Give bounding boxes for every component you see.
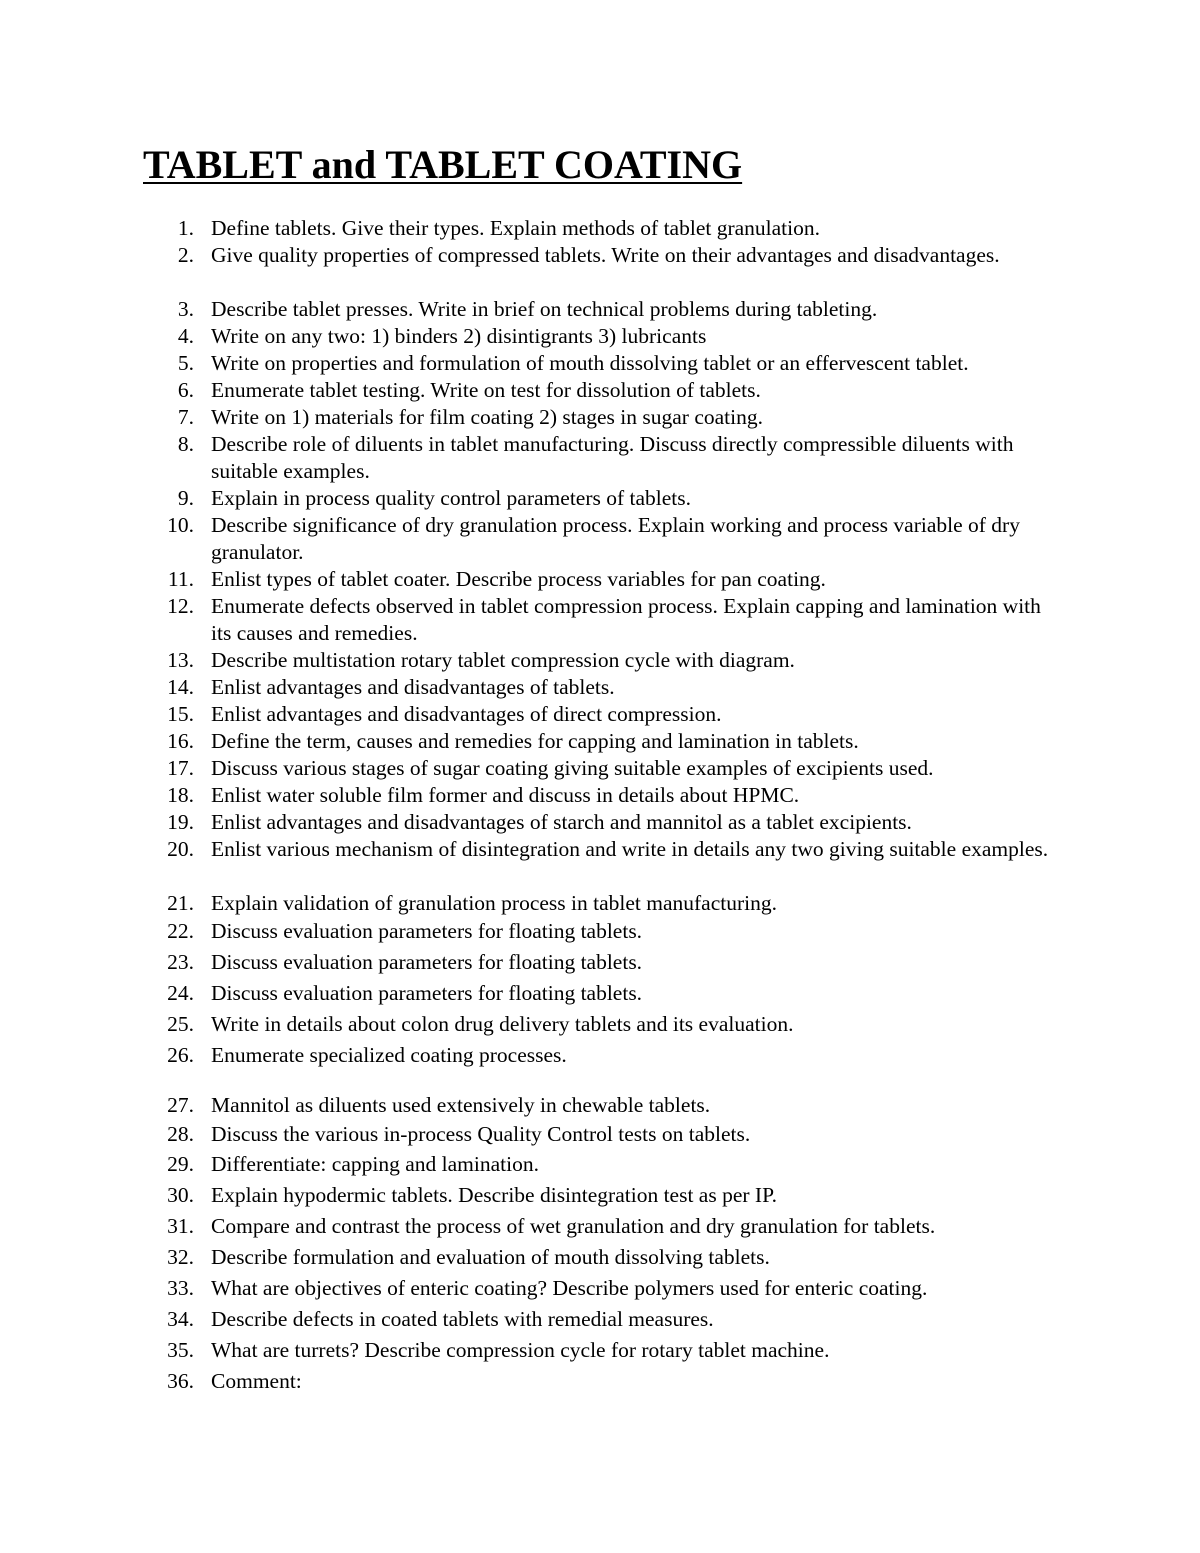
question-number: 30. <box>167 1183 194 1207</box>
question-text: Write on any two: 1) binders 2) disintigrants 3) lubricants <box>211 324 707 348</box>
list-item <box>140 1275 1060 1302</box>
list-item <box>140 566 1060 593</box>
question-number: 17. <box>167 756 194 780</box>
question-text: Describe role of diluents in tablet manufacturing. Discuss directly compressible diluents with suitable examples. <box>211 432 1014 483</box>
question-text: Enumerate specialized coating processes. <box>211 1043 567 1067</box>
list-item <box>140 296 1060 323</box>
list-item <box>140 918 1060 945</box>
question-number: 9. <box>177 486 194 510</box>
list-item <box>140 242 1060 269</box>
question-text: Describe formulation and evaluation of mouth dissolving tablets. <box>211 1245 770 1269</box>
question-text: Discuss evaluation parameters for floating tablets. <box>211 981 643 1005</box>
list-item <box>140 1368 1060 1395</box>
question-number: 10. <box>167 513 194 537</box>
list-item <box>140 431 1060 485</box>
question-text: Enlist advantages and disadvantages of tablets. <box>211 675 615 699</box>
question-text: Describe significance of dry granulation process. Explain working and process variable of dry granulator. <box>211 513 1020 564</box>
question-number: 7. <box>177 405 194 429</box>
question-text: Write on properties and formulation of mouth dissolving tablet or an effervescent tablet. <box>211 351 969 375</box>
question-text: Describe defects in coated tablets with remedial measures. <box>211 1307 714 1331</box>
question-text: Discuss evaluation parameters for floating tablets. <box>211 950 643 974</box>
question-text: Compare and contrast the process of wet granulation and dry granulation for tablets. <box>211 1214 936 1238</box>
question-text: Discuss evaluation parameters for floating tablets. <box>211 919 643 943</box>
list-item <box>140 404 1060 431</box>
document-title: TABLET and TABLET COATING <box>143 142 743 187</box>
question-text: Write on 1) materials for film coating 2) stages in sugar coating. <box>211 405 763 429</box>
question-text: What are objectives of enteric coating? Describe polymers used for enteric coating. <box>211 1276 928 1300</box>
list-item <box>140 1182 1060 1209</box>
list-item <box>140 980 1060 1007</box>
question-text: Define tablets. Give their types. Explain methods of tablet granulation. <box>211 216 821 240</box>
question-number: 24. <box>167 981 194 1005</box>
question-text: Discuss various stages of sugar coating giving suitable examples of excipients used. <box>211 756 934 780</box>
question-number: 33. <box>167 1276 194 1300</box>
list-item <box>140 890 1060 917</box>
question-number: 11. <box>167 567 194 591</box>
question-text: Comment: <box>211 1369 302 1393</box>
question-number: 35. <box>167 1338 194 1362</box>
question-text: Write in details about colon drug delivery tablets and its evaluation. <box>211 1012 794 1036</box>
question-text: Enlist advantages and disadvantages of starch and mannitol as a tablet excipients. <box>211 810 912 834</box>
list-item <box>140 1244 1060 1271</box>
question-number: 4. <box>177 324 194 348</box>
question-number: 20. <box>167 837 194 861</box>
list-item <box>140 1337 1060 1364</box>
question-number: 25. <box>167 1012 194 1036</box>
list-item <box>140 215 1060 242</box>
list-item <box>140 323 1060 350</box>
question-number: 23. <box>167 950 194 974</box>
question-text: Explain hypodermic tablets. Describe disintegration test as per IP. <box>211 1183 778 1207</box>
list-item <box>140 1011 1060 1038</box>
question-number: 21. <box>167 891 194 915</box>
list-item <box>140 377 1060 404</box>
question-text: Describe multistation rotary tablet compression cycle with diagram. <box>211 648 795 672</box>
question-number: 34. <box>167 1307 194 1331</box>
question-text: Enlist types of tablet coater. Describe process variables for pan coating. <box>211 567 826 591</box>
list-item <box>140 485 1060 512</box>
list-item <box>140 512 1060 566</box>
question-number: 26. <box>167 1043 194 1067</box>
question-text: Give quality properties of compressed tablets. Write on their advantages and disadvantages. <box>211 243 1000 267</box>
list-item <box>140 755 1060 782</box>
list-item <box>140 949 1060 976</box>
question-number: 32. <box>167 1245 194 1269</box>
question-number: 3. <box>177 297 194 321</box>
question-number: 8. <box>177 432 194 456</box>
question-text: Enumerate tablet testing. Write on test for dissolution of tablets. <box>211 378 761 402</box>
question-number: 22. <box>167 919 194 943</box>
question-text: Describe tablet presses. Write in brief on technical problems during tableting. <box>211 297 878 321</box>
list-item <box>140 728 1060 755</box>
question-text: Explain in process quality control parameters of tablets. <box>211 486 692 510</box>
question-text: Enlist advantages and disadvantages of direct compression. <box>211 702 722 726</box>
list-item <box>140 1306 1060 1333</box>
list-item <box>140 836 1060 863</box>
list-item <box>140 1121 1060 1148</box>
question-text: Mannitol as diluents used extensively in chewable tablets. <box>211 1093 711 1117</box>
question-text: Define the term, causes and remedies for capping and lamination in tablets. <box>211 729 859 753</box>
question-text: Differentiate: capping and lamination. <box>211 1152 539 1176</box>
list-item <box>140 647 1060 674</box>
list-item <box>140 593 1060 647</box>
list-item <box>140 809 1060 836</box>
list-item <box>140 1042 1060 1069</box>
list-item <box>140 674 1060 701</box>
question-number: 2. <box>177 243 194 267</box>
question-number: 28. <box>167 1122 194 1146</box>
question-text: Enumerate defects observed in tablet compression process. Explain capping and lamination with its causes and remedies. <box>211 594 1041 645</box>
question-number: 36. <box>167 1369 194 1393</box>
question-text: Explain validation of granulation process in tablet manufacturing. <box>211 891 778 915</box>
question-number: 31. <box>167 1214 194 1238</box>
list-item <box>140 350 1060 377</box>
question-number: 19. <box>167 810 194 834</box>
list-item <box>140 1213 1060 1240</box>
question-text: Enlist various mechanism of disintegration and write in details any two giving suitable examples. <box>211 837 1049 861</box>
question-number: 6. <box>177 378 194 402</box>
question-number: 1. <box>177 216 194 240</box>
question-text: What are turrets? Describe compression cycle for rotary tablet machine. <box>211 1338 830 1362</box>
question-text: Enlist water soluble film former and discuss in details about HPMC. <box>211 783 800 807</box>
question-number: 13. <box>167 648 194 672</box>
list-item <box>140 1151 1060 1178</box>
question-number: 5. <box>177 351 194 375</box>
list-item <box>140 1092 1060 1119</box>
question-text: Discuss the various in-process Quality Control tests on tablets. <box>211 1122 751 1146</box>
question-number: 12. <box>167 594 194 618</box>
question-number: 29. <box>167 1152 194 1176</box>
question-number: 27. <box>167 1093 194 1117</box>
question-number: 14. <box>167 675 194 699</box>
question-number: 15. <box>167 702 194 726</box>
list-item <box>140 701 1060 728</box>
list-item <box>140 782 1060 809</box>
question-number: 16. <box>167 729 194 753</box>
question-number: 18. <box>167 783 194 807</box>
